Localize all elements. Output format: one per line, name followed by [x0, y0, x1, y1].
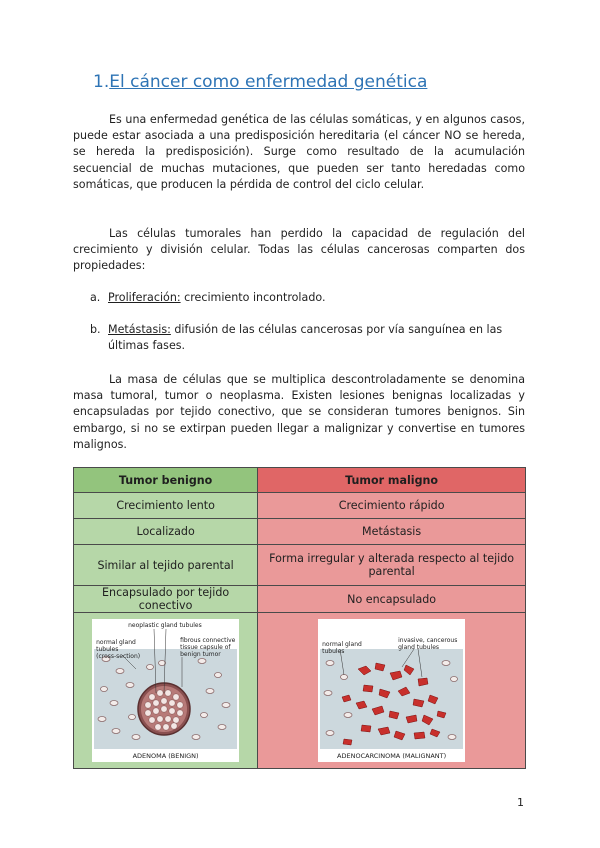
label-normal-tubules: normal gland tubules — [322, 641, 362, 655]
adenoma-illustration — [92, 619, 239, 762]
label-neoplastic-tubules: neoplastic gland tubules — [128, 622, 202, 629]
adenocarcinoma-illustration — [318, 619, 465, 762]
table-cell: Forma irregular y alterada respecto al tejido parental — [258, 545, 526, 586]
table-cell: Encapsulado por tejido conectivo — [74, 586, 258, 613]
comparison-table — [73, 467, 526, 769]
label-invasive-tubules: invasive, cancerous gland tubules — [398, 637, 458, 651]
paragraph-1: Es una enfermedad genética de las células somáticas, y en algunos casos, puede estar asociada a una predisposición hereditaria (el cáncer NO se hereda, se hereda la predisposición). Surge como resultado de la acumulación secuencial de muchas mutaciones, que pueden ser tanto heredadas como somáticas, que producen la pérdida de control del ciclo celular. — [73, 113, 525, 191]
heading-number: 1. — [93, 72, 110, 92]
caption-adenocarcinoma: ADENOCARCINOMA (MALIGNANT) — [337, 752, 447, 760]
table-cell: Localizado — [74, 519, 258, 545]
table-cell: No encapsulado — [258, 586, 526, 613]
malignant-figure-cell — [258, 613, 526, 769]
table-cell: Crecimiento lento — [74, 493, 258, 519]
caption-adenoma: ADENOMA (BENIGN) — [132, 752, 199, 760]
paragraph-2: Las células tumorales han perdido la capacidad de regulación del crecimiento y división celular. Todas las células cancerosas comparten dos propiedades: — [73, 227, 525, 273]
list-item-proliferacion: a. Proliferación: crecimiento incontrolado. — [90, 291, 326, 304]
section-heading — [93, 72, 427, 92]
heading-title: El cáncer como enfermedad genética — [109, 72, 428, 92]
benign-figure-cell — [74, 613, 258, 769]
list-term: Metástasis: — [108, 323, 171, 336]
label-fibrous-capsule: fibrous connective tissue capsule of benign tumor — [180, 637, 236, 658]
paragraph-3: La masa de células que se multiplica descontroladamente se denomina masa tumoral, tumor o neoplasma. Existen lesiones benignas localizadas y encapsuladas por tejido conectivo, que se consideran tumores benignos. Sin embargo, si no se extirpan pueden llegar a malignizar y convertise en tumores malignos. — [73, 373, 525, 451]
page-number: 1 — [517, 796, 524, 809]
table-cell: Crecimiento rápido — [258, 493, 526, 519]
list-item-metastasis: b. Metástasis: difusión de las células cancerosas por vía sanguínea en las últimas fases. — [90, 323, 503, 353]
table-cell: Similar al tejido parental — [74, 545, 258, 586]
header-malignant: Tumor maligno — [258, 468, 526, 493]
list-term: Proliferación: — [108, 291, 181, 304]
label-normal-tubules: normal gland tubules (cross-section) — [96, 639, 141, 660]
header-benign: Tumor benigno — [74, 468, 258, 493]
table-cell: Metástasis — [258, 519, 526, 545]
